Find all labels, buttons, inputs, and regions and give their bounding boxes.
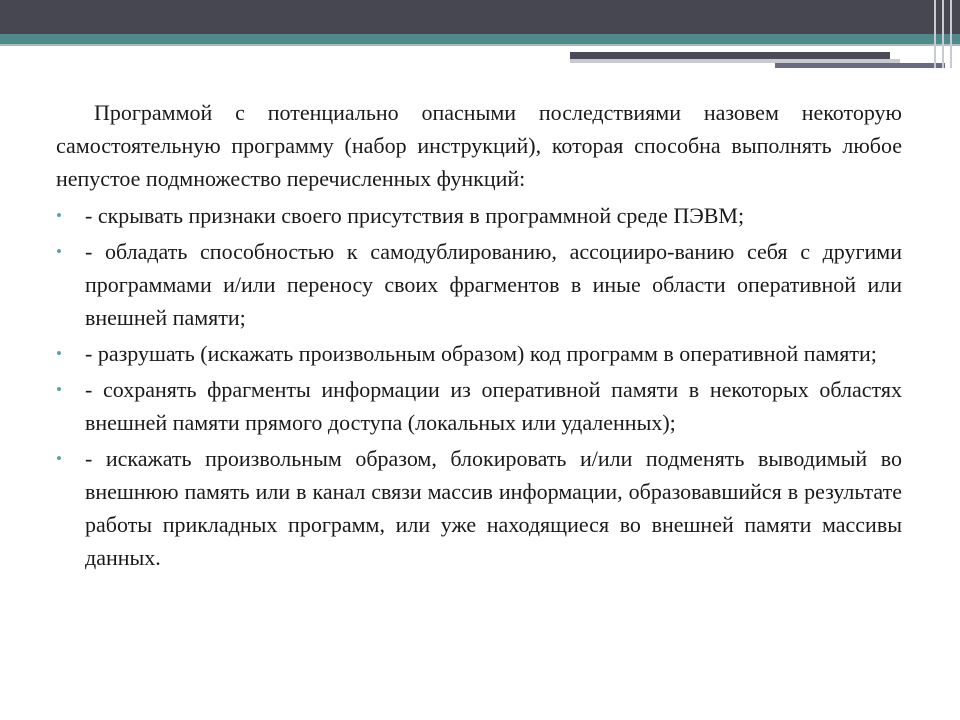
list-item [56, 235, 902, 334]
bullet-icon: • [56, 380, 62, 399]
bullet-icon: • [56, 344, 62, 363]
list-item-text: - разрушать (искажать произвольным образом) код программ в оперативной памяти; [85, 341, 877, 366]
bullet-icon: • [56, 206, 62, 225]
list-item [56, 442, 902, 574]
bullet-icon: • [56, 449, 62, 468]
slide-body [56, 96, 902, 577]
header-teal-stripe [0, 34, 960, 44]
list-item [56, 373, 902, 439]
header-grey-line [0, 44, 960, 46]
decor-bar-dark [570, 52, 890, 59]
intro-paragraph: Программой с потенциально опасными последствиями назовем некоторую самостоятельную программу (набор инструкций), которая способна выполнять любое непустое подмножество перечисленных функций: [56, 100, 902, 191]
list-item [56, 199, 902, 232]
bullet-icon: • [56, 242, 62, 261]
header-band [0, 0, 960, 34]
decor-edge-lines [930, 0, 960, 68]
list-item [56, 337, 902, 370]
list-item-text: - искажать произвольным образом, блокировать и/или подменять выводимый во внешнюю память или в канал связи массив информации, образовавшийся в результате работы прикладных программ, или уже находящиеся во внешней памяти массивы данных. [85, 446, 902, 570]
bullet-list [56, 199, 902, 574]
list-item-text: - сохранять фрагменты информации из оперативной памяти в некоторых областях внешней памяти прямого доступа (локальных или удаленных); [85, 377, 902, 435]
list-item-text: - скрывать признаки своего присутствия в программной среде ПЭВМ; [85, 203, 745, 228]
decor-bar-slate [775, 63, 945, 68]
list-item-text: - обладать способностью к самодублированию, ассоцииро-ванию себя с другими программами и/или переносу своих фрагментов в иные области оперативной или внешней памяти; [85, 239, 902, 330]
